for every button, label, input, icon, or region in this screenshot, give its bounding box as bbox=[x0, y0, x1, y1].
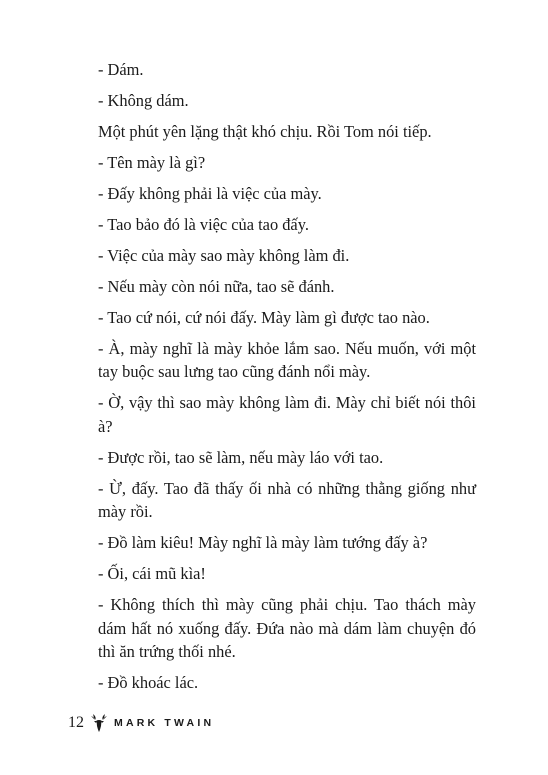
author-name: MARK TWAIN bbox=[114, 717, 215, 729]
paragraph: - Được rồi, tao sẽ làm, nếu mày láo với tao. bbox=[98, 447, 384, 467]
paragraph: - À, mày nghĩ là mày khỏe lắm sao. Nếu muốn, với một tay buộc sau lưng tao cũng đánh nổi mày. bbox=[98, 339, 476, 382]
paragraph: - Không thích thì mày cũng phải chịu. Tao thách mày dám hất nó xuống đấy. Đứa nào mà dám làm chuyện đó thì ăn trứng thối nhé. bbox=[98, 595, 476, 662]
body-text bbox=[98, 58, 476, 702]
paragraph: - Đồ làm kiêu! Mày nghĩ là mày làm tướng đấy à? bbox=[98, 533, 428, 553]
paragraph: - Đồ khoác lác. bbox=[98, 673, 199, 693]
paragraph: - Ừ, đấy. Tao đã thấy ối nhà có những thằng giống như mày rồi. bbox=[98, 478, 476, 522]
paragraph: - Tao bảo đó là việc của tao đấy. bbox=[98, 215, 309, 234]
paragraph: - Ờ, vậy thì sao mày không làm đi. Mày chỉ biết nói thôi à? bbox=[98, 393, 476, 436]
paragraph: Một phút yên lặng thật khó chịu. Rồi Tom nói tiếp. bbox=[98, 122, 432, 141]
paragraph: - Đấy không phải là việc của mày. bbox=[98, 184, 322, 203]
page-number: 12 bbox=[68, 714, 84, 731]
paragraph: - Ối, cái mũ kìa! bbox=[98, 564, 206, 584]
paragraph: - Việc của mày sao mày không làm đi. bbox=[98, 246, 350, 265]
paragraph: - Tao cứ nói, cứ nói đấy. Mày làm gì được tao nào. bbox=[98, 308, 430, 327]
paragraph: - Nếu mày còn nói nữa, tao sẽ đánh. bbox=[98, 277, 335, 296]
paragraph: - Không dám. bbox=[98, 91, 189, 110]
paragraph: - Tên mày là gì? bbox=[98, 153, 206, 172]
page-footer bbox=[68, 712, 214, 734]
paragraph: - Dám. bbox=[98, 60, 144, 79]
deer-head-icon bbox=[90, 713, 108, 733]
